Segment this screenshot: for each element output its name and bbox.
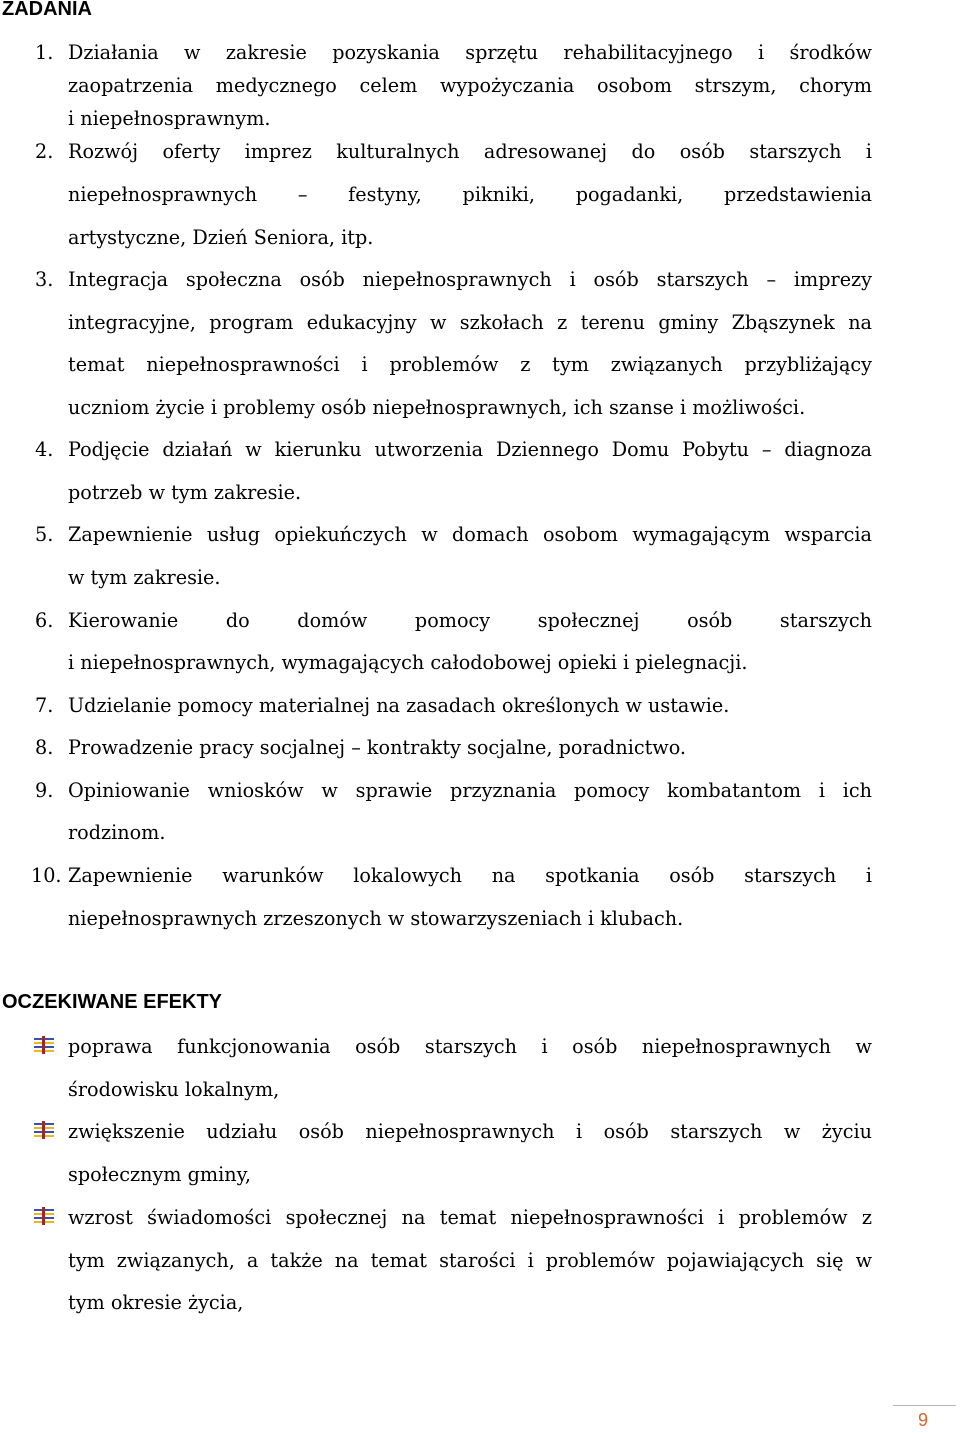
list-item-line: temat niepełnosprawności i problemów z tym związanych przybliżający: [68, 353, 872, 376]
list-number: 10.: [31, 864, 62, 887]
effect-item-line: wzrost świadomości społecznej na temat niepełnosprawności i problemów z: [68, 1206, 872, 1229]
list-item-line: Kierowanie do domów pomocy społecznej osób starszych: [68, 609, 872, 632]
list-number: 3.: [35, 268, 54, 291]
list-item-line: niepełnosprawnych – festyny, pikniki, pogadanki, przedstawienia: [68, 183, 872, 206]
list-item-line: uczniom życie i problemy osób niepełnosprawnych, ich szanse i możliwości.: [68, 396, 806, 419]
list-number: 7.: [35, 694, 54, 717]
list-item-line: niepełnosprawnych zrzeszonych w stowarzyszeniach i klubach.: [68, 907, 684, 930]
list-item-line: Udzielanie pomocy materialnej na zasadach określonych w ustawie.: [68, 694, 730, 717]
list-item-line: Zapewnienie warunków lokalowych na spotkania osób starszych i: [68, 864, 872, 887]
list-item-line: i niepełnosprawnym.: [68, 107, 271, 130]
list-item-line: integracyjne, program edukacyjny w szkołach z terenu gminy Zbąszynek na: [68, 311, 872, 334]
list-item-line: Rozwój oferty imprez kulturalnych adresowanej do osób starszych i: [68, 140, 872, 163]
list-number: 2.: [35, 140, 54, 163]
list-number: 5.: [35, 523, 54, 546]
bullet-icon: [34, 1036, 54, 1054]
effect-item-line: tym okresie życia,: [68, 1291, 244, 1314]
list-item-line: zaopatrzenia medycznego celem wypożyczania osobom strszym, chorym: [68, 74, 872, 97]
list-item-line: Podjęcie działań w kierunku utworzenia Dziennego Domu Pobytu – diagnoza: [68, 438, 872, 461]
effect-item-line: poprawa funkcjonowania osób starszych i osób niepełnosprawnych w: [68, 1035, 872, 1058]
list-number: 9.: [35, 779, 54, 802]
list-number: 1.: [35, 41, 54, 64]
section-heading-effects: OCZEKIWANE EFEKTY: [2, 991, 223, 1013]
list-item-line: i niepełnosprawnych, wymagających całodobowej opieki i pielegnacji.: [68, 651, 748, 674]
list-item-line: Opiniowanie wniosków w sprawie przyznania pomocy kombatantom i ich: [68, 779, 872, 802]
effect-item-line: społecznym gminy,: [68, 1163, 251, 1186]
list-number: 8.: [35, 736, 54, 759]
list-item-line: Zapewnienie usług opiekuńczych w domach osobom wymagającym wsparcia: [68, 523, 872, 546]
list-item-line: Integracja społeczna osób niepełnosprawnych i osób starszych – imprezy: [68, 268, 872, 291]
section-heading-tasks: ZADANIA: [2, 0, 92, 20]
list-item-line: artystyczne, Dzień Seniora, itp.: [68, 226, 374, 249]
list-item-line: Działania w zakresie pozyskania sprzętu rehabilitacyjnego i środków: [68, 41, 872, 64]
effect-item-line: środowisku lokalnym,: [68, 1078, 280, 1101]
list-item-line: rodzinom.: [68, 821, 166, 844]
list-item-line: Prowadzenie pracy socjalnej – kontrakty socjalne, poradnictwo.: [68, 736, 687, 759]
list-item-line: potrzeb w tym zakresie.: [68, 481, 302, 504]
page-number-rule: [893, 1405, 956, 1406]
list-item-line: w tym zakresie.: [68, 566, 221, 589]
page-number: 9: [918, 1410, 929, 1430]
effect-item-line: zwiększenie udziału osób niepełnosprawnych i osób starszych w życiu: [68, 1120, 872, 1143]
list-number: 4.: [35, 438, 54, 461]
bullet-icon: [34, 1207, 54, 1225]
effect-item-line: tym związanych, a także na temat starości i problemów pojawiających się w: [68, 1249, 872, 1272]
bullet-icon: [34, 1121, 54, 1139]
list-number: 6.: [35, 609, 54, 632]
